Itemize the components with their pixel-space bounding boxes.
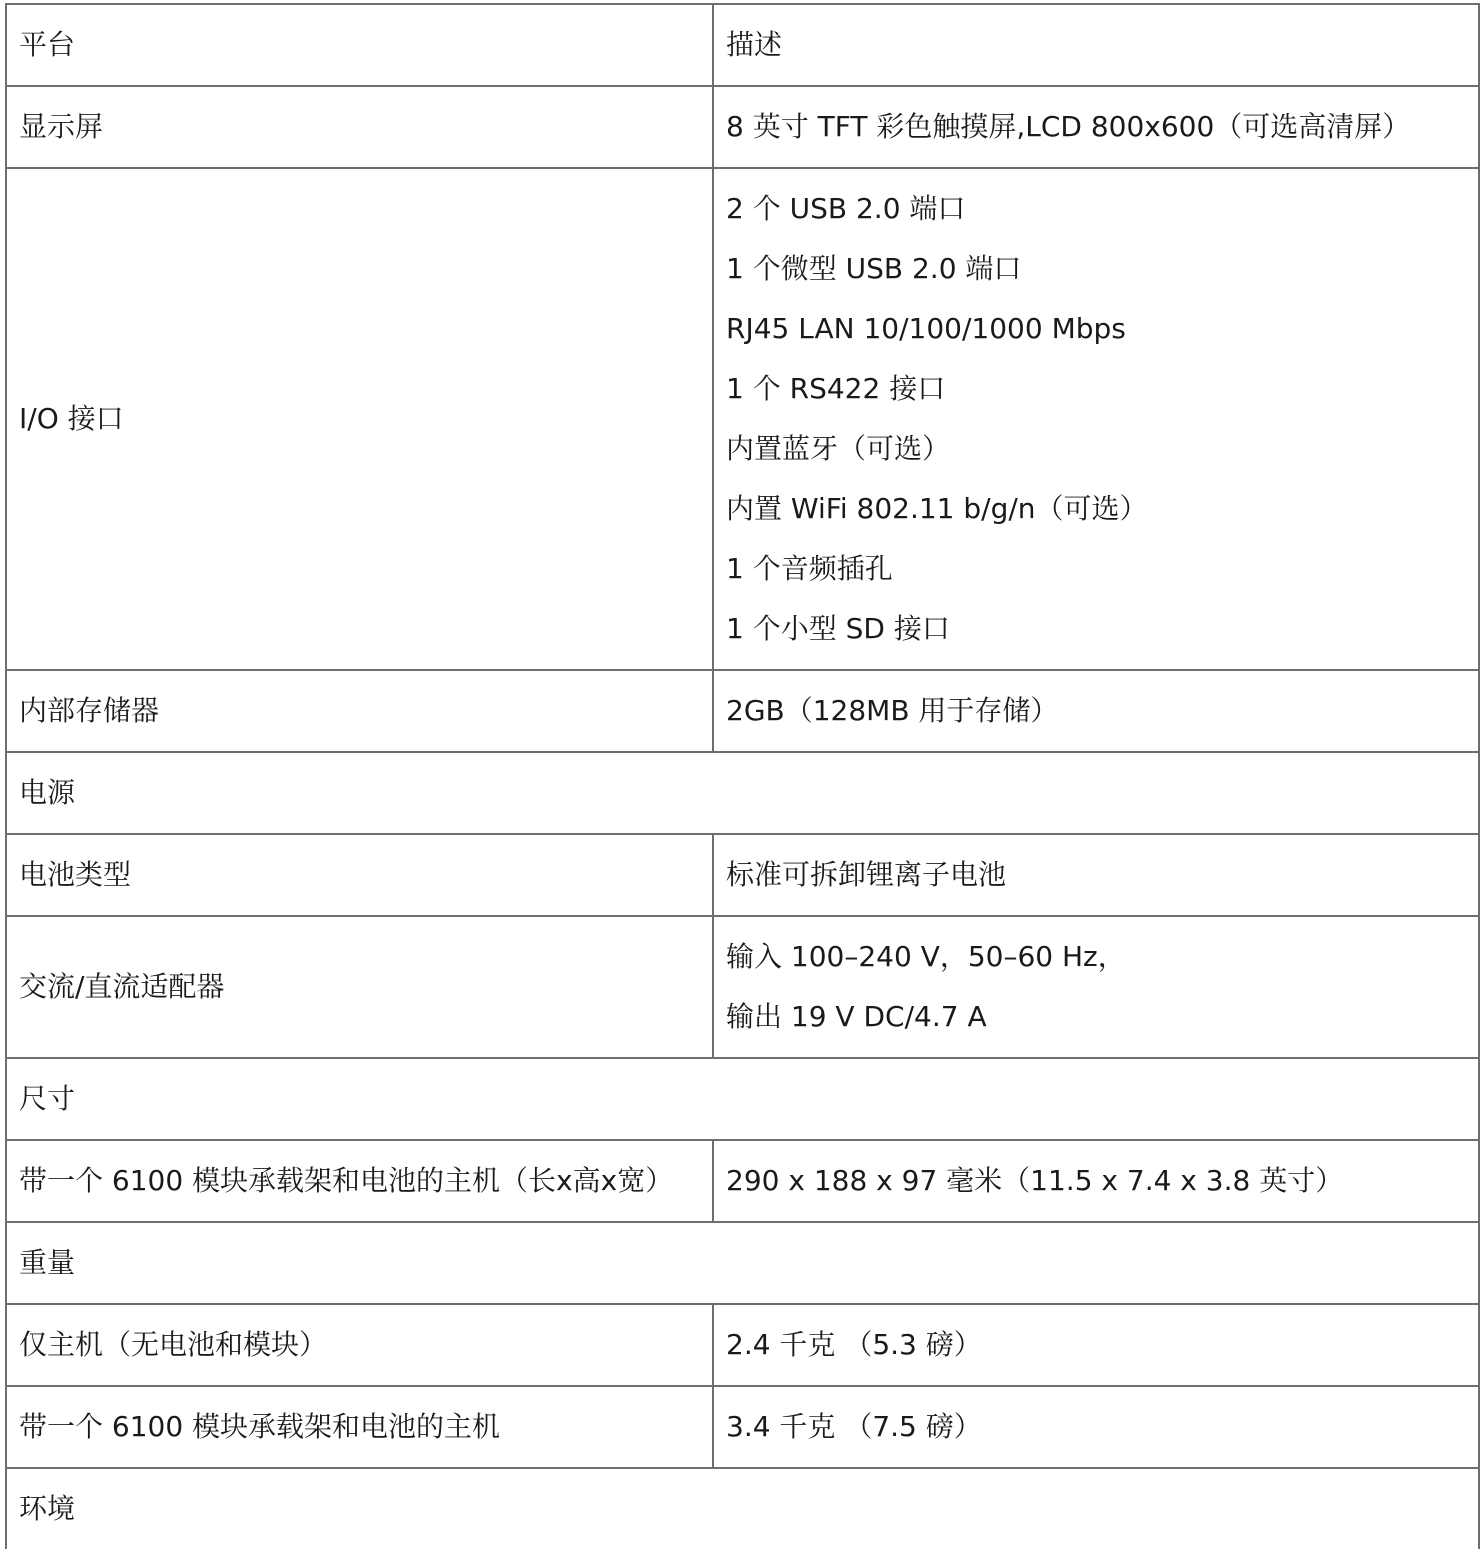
row-value: 8 英寸 TFT 彩色触摸屏,LCD 800x600（可选高清屏） — [713, 86, 1479, 168]
table-row — [6, 1304, 1479, 1386]
section-title: 重量 — [6, 1222, 1479, 1304]
section-title: 环境 — [6, 1468, 1479, 1549]
row-label: 带一个 6100 模块承载架和电池的主机（长x高x宽） — [6, 1140, 713, 1222]
row-label: 交流/直流适配器 — [6, 916, 713, 1058]
row-label: 内部存储器 — [6, 670, 713, 752]
row-value-line: 内置 WiFi 802.11 b/g/n（可选） — [726, 492, 1148, 525]
row-value-line: 内置蓝牙（可选） — [726, 432, 951, 465]
row-value-line: 1 个 RS422 接口 — [726, 372, 946, 405]
section-title: 尺寸 — [6, 1058, 1479, 1140]
row-label: I/O 接口 — [6, 168, 713, 670]
table-row — [6, 168, 1479, 670]
row-label: 电池类型 — [6, 834, 713, 916]
row-value: 2.4 千克 （5.3 磅） — [713, 1304, 1479, 1386]
table-row — [6, 916, 1479, 1058]
table-row — [6, 1386, 1479, 1468]
table-row — [6, 670, 1479, 752]
header-platform: 平台 — [6, 4, 713, 86]
spec-table — [5, 3, 1480, 1549]
section-row — [6, 1468, 1479, 1549]
row-value-list — [713, 168, 1479, 670]
table-row — [6, 834, 1479, 916]
row-label: 带一个 6100 模块承载架和电池的主机 — [6, 1386, 713, 1468]
row-value-line: 输入 100–240 V，50–60 Hz， — [726, 940, 1126, 973]
row-label: 仅主机（无电池和模块） — [6, 1304, 713, 1386]
row-value-line: RJ45 LAN 10/100/1000 Mbps — [726, 312, 1126, 345]
section-row — [6, 1222, 1479, 1304]
row-value-line: 输出 19 V DC/4.7 A — [726, 1000, 987, 1033]
row-value: 标准可拆卸锂离子电池 — [713, 834, 1479, 916]
table-header-row — [6, 4, 1479, 86]
table-row — [6, 1140, 1479, 1222]
row-value-line: 1 个音频插孔 — [726, 552, 893, 585]
section-row — [6, 1058, 1479, 1140]
section-title: 电源 — [6, 752, 1479, 834]
row-value: 2GB（128MB 用于存储） — [713, 670, 1479, 752]
table-row — [6, 86, 1479, 168]
row-value-line: 1 个小型 SD 接口 — [726, 612, 950, 645]
header-description: 描述 — [713, 4, 1479, 86]
row-value: 290 x 188 x 97 毫米（11.5 x 7.4 x 3.8 英寸） — [713, 1140, 1479, 1222]
row-label: 显示屏 — [6, 86, 713, 168]
row-value-line: 2 个 USB 2.0 端口 — [726, 192, 966, 225]
row-value-line: 1 个微型 USB 2.0 端口 — [726, 252, 1022, 285]
row-value: 3.4 千克 （7.5 磅） — [713, 1386, 1479, 1468]
row-value-list — [713, 916, 1479, 1058]
section-row — [6, 752, 1479, 834]
